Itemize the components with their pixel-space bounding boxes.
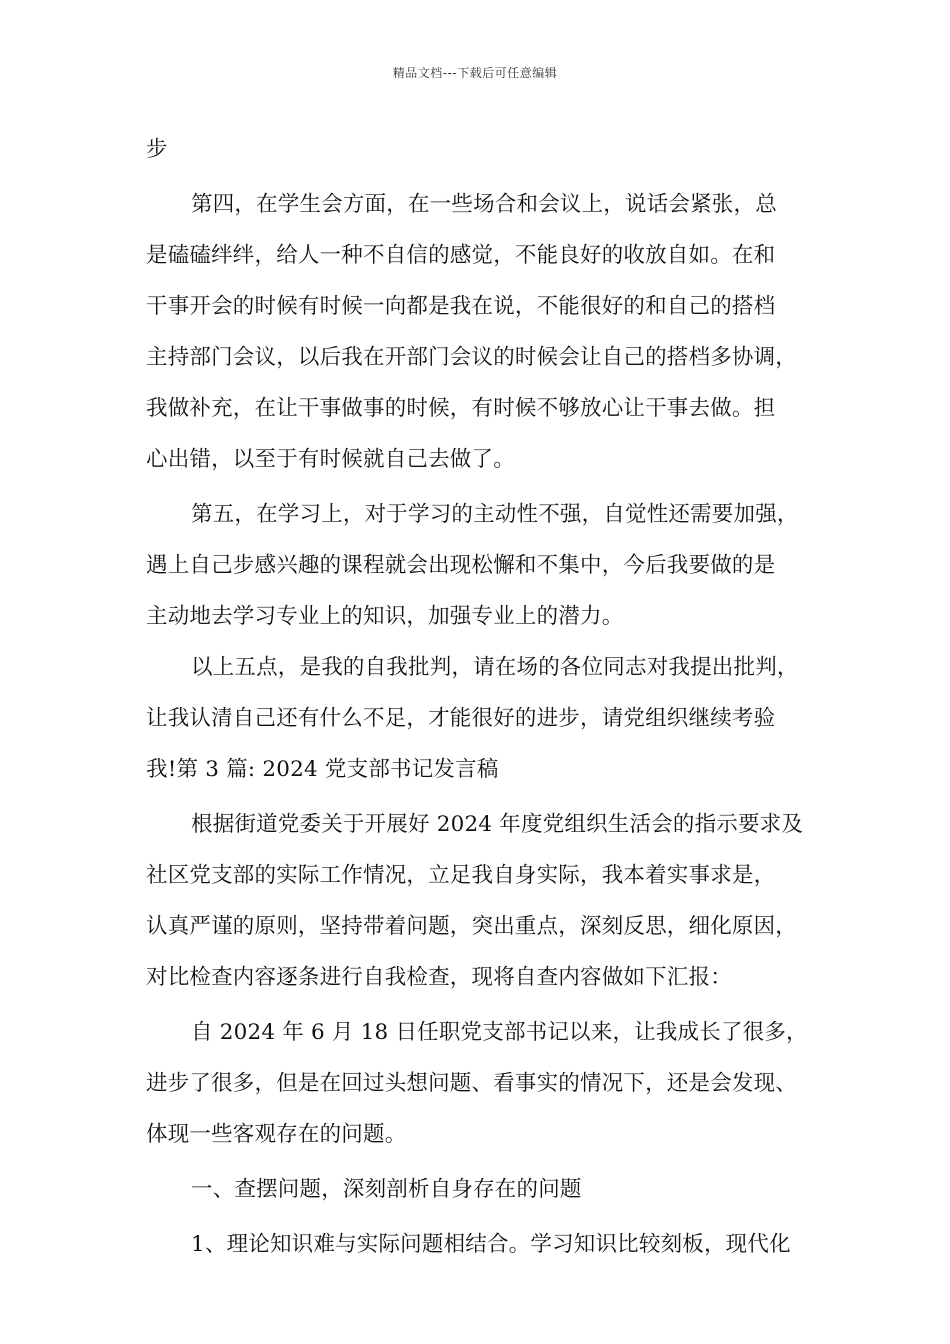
paragraph-line: 根据街道党委关于开展好 2024 年度党组织生活会的指示要求及 xyxy=(191,812,804,837)
paragraph-line: 我!第 3 篇: 2024 党支部书记发言稿 xyxy=(146,757,499,782)
paragraph-line: 对比检查内容逐条进行自我检查，现将自查内容做如下汇报： xyxy=(146,965,732,990)
paragraph-line: 干事开会的时候有时候一向都是我在说，不能很好的和自己的搭档 xyxy=(146,294,776,319)
paragraph-line: 我做补充，在让干事做事的时候，有时候不够放心让干事去做。担 xyxy=(146,396,776,421)
paragraph-line: 社区党支部的实际工作情况，立足我自身实际，我本着实事求是， xyxy=(146,863,776,888)
paragraph-line: 遇上自己步感兴趣的课程就会出现松懈和不集中，今后我要做的是 xyxy=(146,553,776,578)
paragraph-line: 第四，在学生会方面，在一些场合和会议上，说话会紧张，总 xyxy=(191,192,777,217)
paragraph-line: 1、理论知识难与实际问题相结合。学习知识比较刻板，现代化 xyxy=(191,1232,791,1257)
paragraph-line: 主动地去学习专业上的知识，加强专业上的潜力。 xyxy=(146,604,624,629)
paragraph-line: 以上五点，是我的自我批判，请在场的各位同志对我提出批判， xyxy=(191,655,799,680)
paragraph-line: 认真严谨的原则，坚持带着问题，突出重点，深刻反思，细化原因， xyxy=(146,914,798,939)
paragraph-line: 让我认清自己还有什么不足，才能很好的进步，请党组织继续考验 xyxy=(146,706,776,731)
paragraph-line: 主持部门会议，以后我在开部门会议的时候会让自己的搭档多协调， xyxy=(146,345,798,370)
document-body xyxy=(146,128,816,1274)
paragraph-line: 第五，在学习上，对于学习的主动性不强，自觉性还需要加强， xyxy=(191,502,799,527)
paragraph-line: 体现一些客观存在的问题。 xyxy=(146,1122,407,1147)
paragraph-line: 是磕磕绊绊，给人一种不自信的感觉，不能良好的收放自如。在和 xyxy=(146,243,776,268)
paragraph-line: 进步了很多，但是在回过头想问题、看事实的情况下，还是会发现、 xyxy=(146,1071,798,1096)
paragraph-line: 自 2024 年 6 月 18 日任职党支部书记以来，让我成长了很多， xyxy=(191,1020,808,1045)
page-header: 精品文档---下载后可任意编辑 xyxy=(392,66,558,80)
paragraph-line: 步 xyxy=(146,137,168,162)
paragraph-line: 心出错，以至于有时候就自己去做了。 xyxy=(146,447,515,472)
section-heading: 一、查摆问题，深刻剖析自身存在的问题 xyxy=(191,1177,582,1202)
